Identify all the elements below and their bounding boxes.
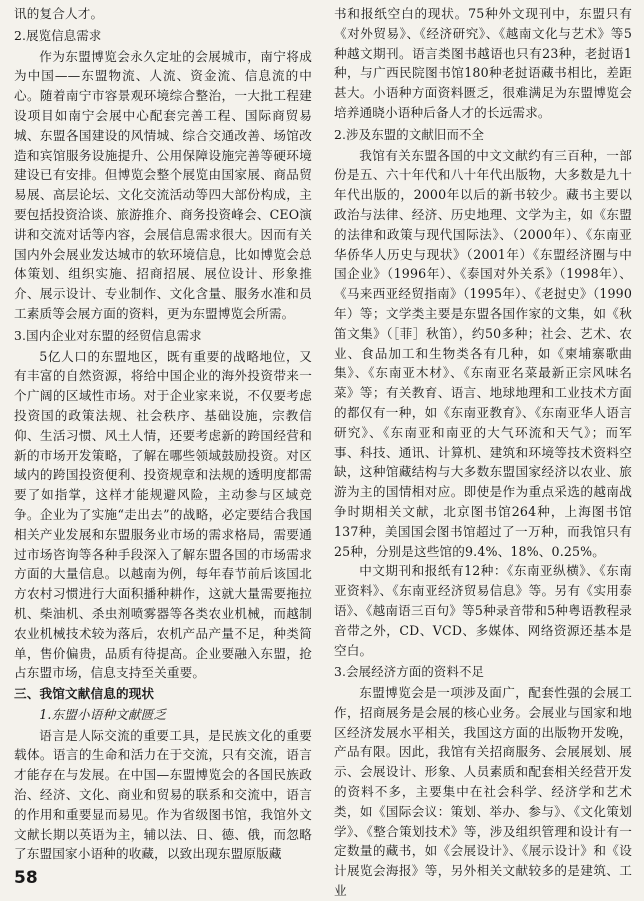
subheading-old-incomplete: 2.涉及东盟的文献旧而不全	[334, 126, 485, 142]
page-number: 58	[14, 868, 38, 888]
right-column	[334, 4, 632, 901]
section-heading-exhibition-info: 2.展览信息需求	[14, 27, 102, 43]
paragraph-exhibition-info: 作为东盟博览会永久定址的会展城市，南宁将成为中国——东盟物流、人流、资金流、信息流的中心。随着南宁市容景观环境综合整治，一大批工程建设项目如南宁会展中心配套完善工程、国际商贸易城、东盟各国建设的风情城、综合交通改善、场馆改造和宾馆服务设施提升、公用保障设施完善等硬环境建设已有安排。但博览会整个展览由国家展、商品贸易展、高层论坛、文化交流活动等四大部份构成，主要包括投资洽谈、旅游推介、商务投资峰会、CEO演讲和交流对话等内容，会展信息需求很大。因而有关国内外会展业发达城市的软环境信息，比如博览会总体策划、组织实施、招商招展、展位设计、形象推介、展示设计、专业制作、文化含量、服务水准和员工素质等会展方面的资料，更为东盟博览会所需。	[14, 48, 312, 321]
paragraph-enterprise-info: 5亿人口的东盟地区，既有重要的战略地位，又有丰富的自然资源，将给中国企业的海外投资带来一个广阔的区域性市场。对于企业家来说，不仅要考虑投资国的政策法规、社会秩序、基础设施，宗教信仰、生活习惯、风土人情，还要考虑新的跨国经营和新的市场开发策略，了解在哪些领域鼓励投资。对区域内的跨国投资便利、投资规章和法规的透明度都需要了如指掌，这样才能规避风险，主动参与区域竞争。企业为了实施“走出去”的战略，必定要结合我国相关产业发展和东盟服务业市场的需求格局，需要通过市场咨询等各种手段深入了解东盟各国的市场需求方面的大量信息。以越南为例，每年春节前后该国北方农村习惯进行大面积播种耕作，这就大量需要拖拉机、柴油机、杀虫剂喷雾器等各类农业机械，而越制农业机械技术较为落后，农机产品产量不足，种类简单，售价偏贵，品质有待提高。企业要融入东盟，抢占东盟市场，信息支持至关重要。	[14, 348, 312, 681]
subheading-exhibition-economy: 3.会展经济方面的资料不足	[334, 664, 485, 680]
paragraph-minor-languages: 语言是人际交流的重要工具，是民族文化的重要载体。语言的生命和活力在于交流，只有交流，语言才能存在与发展。在中国—东盟博览会的各国民族政治、经济、文化、商业和贸易的联系和交流中，语言的作用和重要显而易见。作为省级图书馆，我馆外文文献长期以英语为主，辅以法、日、德、俄，而忽略了东盟国家小语种的收藏，以致出现东盟原版藏	[14, 727, 312, 862]
paragraph-chinese-documents: 我馆有关东盟各国的中文文献约有三百种，一部份是五、六十年代和八十年代出版物，大多数是九十年代出版的，2000年以后的新书较少。藏书主要以政治与法律、经济、历史地理、文学为主，如《东盟的法律和政策与现代国际法》、（2000年）、《东南亚华侨华人历史与现状》（2001年）《东盟经济圈与中国企业》（1996年）、《泰国对外关系》（1998年）、《马来西亚经贸指南》（1995年）、《老挝史》（1990年）等；文学类主要是东盟各国作家的文集，如《秋笛文集》（［菲］秋笛），约50多种；社会、艺术、农业、食品加工和生物类各有几种，如《柬埔寨歌曲集》、《东南亚木材》、《东南亚名菜最新正宗风味名菜》等；有关教育、语言、地球地理和工业技术方面的都仅有一种，如《东南亚教育》、《东南亚华人语言研究》、《东南亚和南亚的大气环流和天气》；而军事、科技、通讯、计算机、建筑和环境等技术资料空缺，这种馆藏结构与大多数东盟国家经济以农业、旅游为主的国情相对应。即使是作为重点采选的越南战争时期相关文献，北京图书馆264种，上海图书馆137种，美国国会图书馆超过了一万种，而我馆只有25种，分别是这些馆的9.4%、18%、0.25%。	[334, 147, 632, 559]
left-column	[14, 4, 312, 864]
paragraph-continued: 讯的复合人才。	[14, 6, 104, 21]
section-heading-library-status: 三、我馆文献信息的现状	[14, 686, 155, 702]
section-heading-enterprise-info: 3.国内企业对东盟的经贸信息需求	[14, 327, 202, 343]
paragraph-exhibition-economy: 东盟博览会是一项涉及面广，配套性强的会展工作，招商展务是会展的核心业务。会展业与国家和地区经济发展水平相关，我国这方面的出版物开发晚，产品有限。因此，我馆有关招商服务、会展展划、展示、会展设计、形象、人员素质和配套相关经营开发的资料不多，主要集中在社会科学、经济学和艺术类，如《国际会议：策划、举办、参与》、《文化策划学》、《整合策划技术》等，涉及组织管理和设计有一定数量的藏书，如《会展设计》、《展示设计》和《设计展览会海报》等，另外相关文献较多的是建筑、工业	[334, 685, 632, 899]
paragraph-minor-languages-continued: 书和报纸空白的现状。75种外文现刊中，东盟只有《对外贸易》、《经济研究》、《越南文化与艺术》等5种越文期刊。语言类图书越语也只有23种，老挝语1种，与广西民院图书馆180种老挝语藏书相比，差距甚大。小语种方面资料匮乏，很难满足为东盟博览会培养通晓小语种后备人才的长远需求。	[334, 6, 632, 120]
subheading-minor-languages: 1.东盟小语种文献匮乏	[39, 706, 167, 722]
paragraph-periodicals: 中文期刊和报纸有12种：《东南亚纵横》、《东南亚资料》、《东南亚经济贸易信息》等。另有《实用泰语》、《越南语三百句》等5种录音带和5种粤语教程录音带之外，CD、VCD、多媒体、网络资源还基本是空白。	[334, 563, 632, 658]
